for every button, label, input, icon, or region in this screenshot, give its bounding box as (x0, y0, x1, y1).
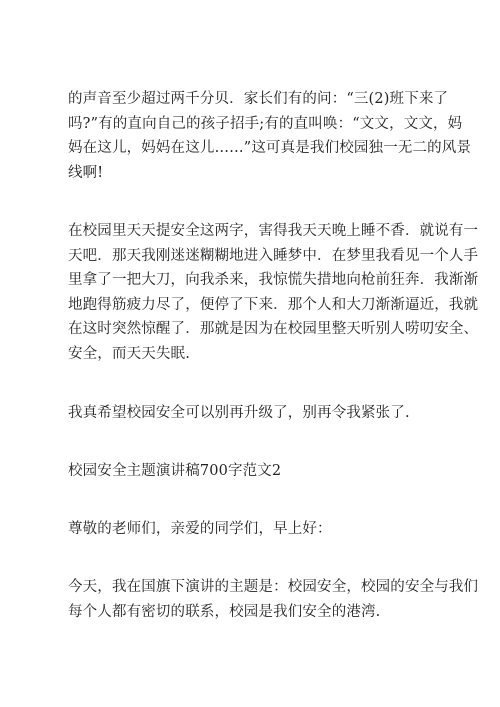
paragraph-nightmare (68, 219, 479, 366)
text-line: 每个人都有密切的联系，校园是我们安全的港湾. (68, 603, 381, 620)
section-heading (68, 459, 438, 484)
paragraph-wish (68, 401, 438, 426)
text-line: 尊敬的老师们，亲爱的同学们，早上好： (68, 521, 332, 537)
text-line: 今天，我在国旗下演讲的主题是：校园安全，校园的安全与我们 (68, 579, 479, 595)
text-line: 线啊! (68, 164, 104, 181)
text-line: 安全，而天天失眠. (68, 345, 190, 362)
text-line: 在校园里天天提安全这两字，害得我天天晚上睡不香．就说有一 (68, 223, 479, 239)
text-line: 妈在这儿，妈妈在这儿……”这可真是我们校园独一无二的风景 (68, 140, 472, 156)
text-line: 吗?”有的直向自己的孩子招手;有的直叫唤：“文文，文文，妈 (68, 115, 463, 132)
paragraph-greeting (68, 517, 438, 542)
text-line: 的声音至少超过两千分贝．家长们有的问：“三(2)班下来了 (68, 91, 449, 107)
text-line: 我真希望校园安全可以别再升级了，别再令我紧张了. (68, 405, 410, 421)
paragraph-parents-calling (68, 87, 472, 185)
text-line: 地跑得筋疲力尽了，便停了下来．那个人和大刀渐渐逼近，我就 (68, 296, 479, 313)
text-line: 里拿了一把大刀，向我杀来，我惊慌失措地向枪前狂奔．我渐渐 (68, 272, 479, 288)
text-line: 在这时突然惊醒了．那就是因为在校园里整天听别人唠叨安全、 (68, 321, 479, 337)
heading-text: 校园安全主题演讲稿700字范文2 (68, 463, 282, 479)
paragraph-speech-topic (68, 575, 479, 624)
text-line: 天吧．那天我刚迷迷糊糊地进入睡梦中．在梦里我看见一个人手 (68, 247, 479, 264)
